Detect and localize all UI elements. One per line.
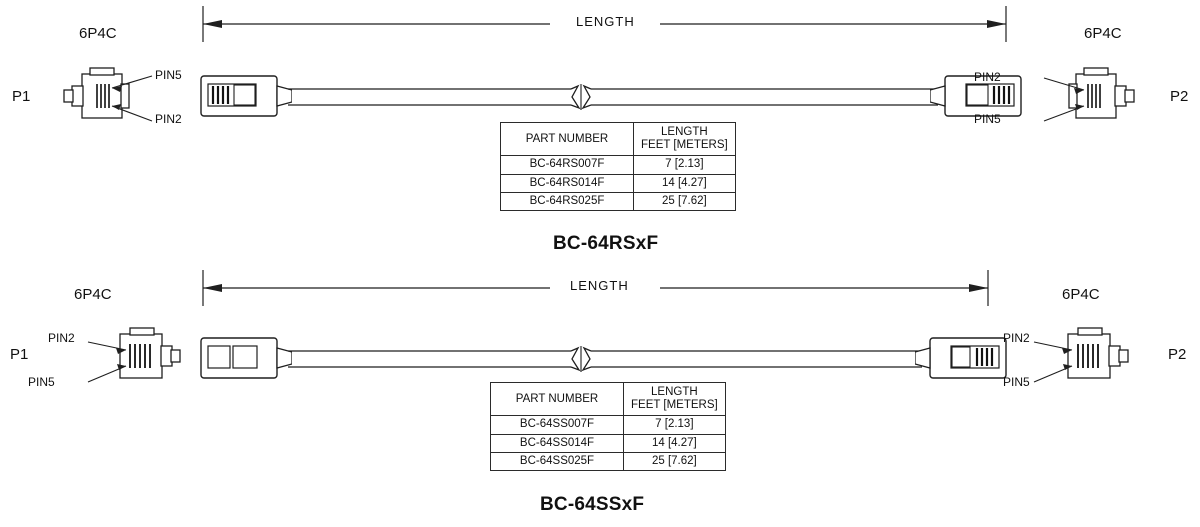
plug-left-bottom — [200, 334, 292, 382]
plug-left-top — [200, 72, 292, 120]
port-label-left-top: P1 — [12, 88, 31, 105]
table-top — [500, 122, 736, 211]
table-bottom — [490, 382, 726, 471]
connector-type-right-bottom: 6P4C — [1062, 286, 1100, 303]
part-title-top: BC-64RSxF — [553, 233, 659, 254]
header-length-top — [634, 123, 736, 156]
pin-leader-left-top — [108, 68, 160, 128]
pin-leader-right-top — [1036, 68, 1088, 128]
cable-top — [288, 84, 938, 110]
table-header-row — [501, 123, 736, 156]
pin-label-right-bottom-1: PIN2 — [1003, 331, 1030, 345]
header-part-number-bottom: PART NUMBER — [491, 383, 624, 416]
pin-label-left-bottom-2: PIN5 — [28, 375, 55, 389]
cell-part-number: BC-64SS014F — [491, 434, 624, 452]
connector-type-left-bottom: 6P4C — [74, 286, 112, 303]
pin-label-right-bottom-2: PIN5 — [1003, 375, 1030, 389]
port-label-right-bottom: P2 — [1168, 346, 1187, 363]
table-row — [491, 416, 726, 434]
cell-length: 25 [7.62] — [634, 192, 736, 210]
cell-part-number: BC-64SS007F — [491, 416, 624, 434]
part-number-table-top — [500, 122, 736, 211]
table-row — [501, 156, 736, 174]
cell-length: 7 [2.13] — [624, 416, 726, 434]
pin-label-right-top-2: PIN5 — [974, 112, 1001, 126]
pin-label-left-top-2: PIN2 — [155, 112, 182, 126]
length-dimension-label-bottom: LENGTH — [570, 278, 629, 293]
cell-length: 14 [4.27] — [634, 174, 736, 192]
table-row — [491, 434, 726, 452]
header-part-number-top: PART NUMBER — [501, 123, 634, 156]
pin-leader-right-bottom — [1030, 330, 1076, 390]
plug-right-bottom — [915, 334, 1007, 382]
port-label-right-top: P2 — [1170, 88, 1189, 105]
table-row — [491, 452, 726, 470]
cell-part-number: BC-64RS025F — [501, 192, 634, 210]
connector-type-left-top: 6P4C — [79, 25, 117, 42]
header-length-bottom — [624, 383, 726, 416]
table-row — [501, 192, 736, 210]
header-length-line1: LENGTH — [661, 126, 708, 138]
pin-label-left-top-1: PIN5 — [155, 68, 182, 82]
table-header-row — [491, 383, 726, 416]
pin-label-right-top-1: PIN2 — [974, 70, 1001, 84]
header-length-line2: FEET [METERS] — [641, 139, 728, 152]
header-length-line2: FEET [METERS] — [631, 399, 718, 412]
part-title-bottom: BC-64SSxF — [540, 494, 645, 515]
header-length-line1: LENGTH — [651, 386, 698, 398]
cell-part-number: BC-64RS014F — [501, 174, 634, 192]
cell-length: 7 [2.13] — [634, 156, 736, 174]
table-row — [501, 174, 736, 192]
length-dimension-label-top: LENGTH — [576, 14, 635, 29]
cell-length: 25 [7.62] — [624, 452, 726, 470]
pin-label-left-bottom-1: PIN2 — [48, 331, 75, 345]
pin-leader-left-bottom — [84, 330, 130, 390]
cable-bottom — [288, 346, 922, 372]
cell-length: 14 [4.27] — [624, 434, 726, 452]
cell-part-number: BC-64RS007F — [501, 156, 634, 174]
port-label-left-bottom: P1 — [10, 346, 29, 363]
connector-type-right-top: 6P4C — [1084, 25, 1122, 42]
part-number-table-bottom — [490, 382, 726, 471]
cell-part-number: BC-64SS025F — [491, 452, 624, 470]
